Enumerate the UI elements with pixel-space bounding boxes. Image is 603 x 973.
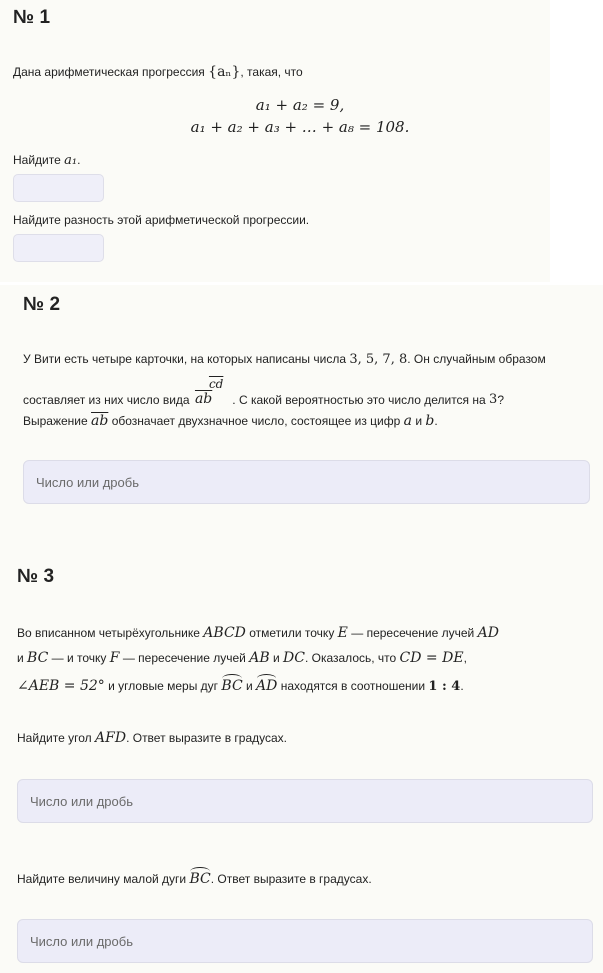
task-2-line-2: составляет из них число вида $\overline{ab}$ $\overline{cd}$ . С какой вероятностью это число делится на 3? [23, 377, 505, 407]
task-2-number: № 2 [23, 294, 61, 315]
tasks-2-3-panel [0, 285, 603, 973]
task-1-answer-2-input[interactable] [13, 234, 104, 262]
task-2-line-1: У Вити есть четыре карточки, на которых написаны числа 3, 5, 7, 8. Он случайным образом [23, 352, 546, 367]
task-2-answer-input[interactable] [23, 460, 590, 504]
task-3-answer-2-input[interactable] [17, 919, 593, 963]
task-3-question-1: Найдите угол AFD. Ответ выразите в градусах. [17, 730, 288, 746]
task-3-line-2: и BC — и точку F — пересечение лучей AB и DC. Оказалось, что CD = DE, [17, 650, 467, 666]
task-3-answer-1-input[interactable] [17, 779, 593, 823]
task-3-number: № 3 [17, 566, 55, 587]
task-1-question-2: Найдите разность этой арифметической прогрессии. [13, 213, 310, 227]
task-3-line-1: Во вписанном четырёхугольнике ABCD отметили точку E — пересечение лучей AD [17, 625, 499, 641]
task-2-line-3: Выражение $\overline{ab}$ обозначает двухзначное число, состоящее из цифр a и b. [23, 413, 438, 429]
angle-aeb: ∠AEB = 52° [17, 678, 105, 694]
task-1-question-1: Найдите a₁. [13, 153, 81, 168]
arc-ad: AD [256, 678, 278, 694]
number-form-abcd: $\overline{ab}$ $\overline{cd}$ [194, 377, 224, 407]
arc-bc: BC [221, 678, 243, 694]
task-3-line-3: ∠AEB = 52° и угловые меры дуг BC и AD находятся в соотношении 1 : 4. [17, 678, 464, 694]
task-1-intro: Дана арифметическая прогрессия {aₙ}, такая, что [13, 64, 303, 80]
sequence-symbol: {aₙ} [208, 64, 241, 80]
task-1-panel [0, 0, 550, 282]
task-3-question-2: Найдите величину малой дуги BC. Ответ выразите в градусах. [17, 871, 372, 887]
equation-2: a₁ + a₂ + a₃ + … + a₈ = 108. [190, 118, 410, 136]
task-1-answer-1-input[interactable] [13, 174, 104, 202]
task-1-number: № 1 [13, 7, 51, 28]
arc-bc-small: BC [189, 871, 211, 887]
equation-1: a₁ + a₂ = 9, [255, 96, 345, 114]
